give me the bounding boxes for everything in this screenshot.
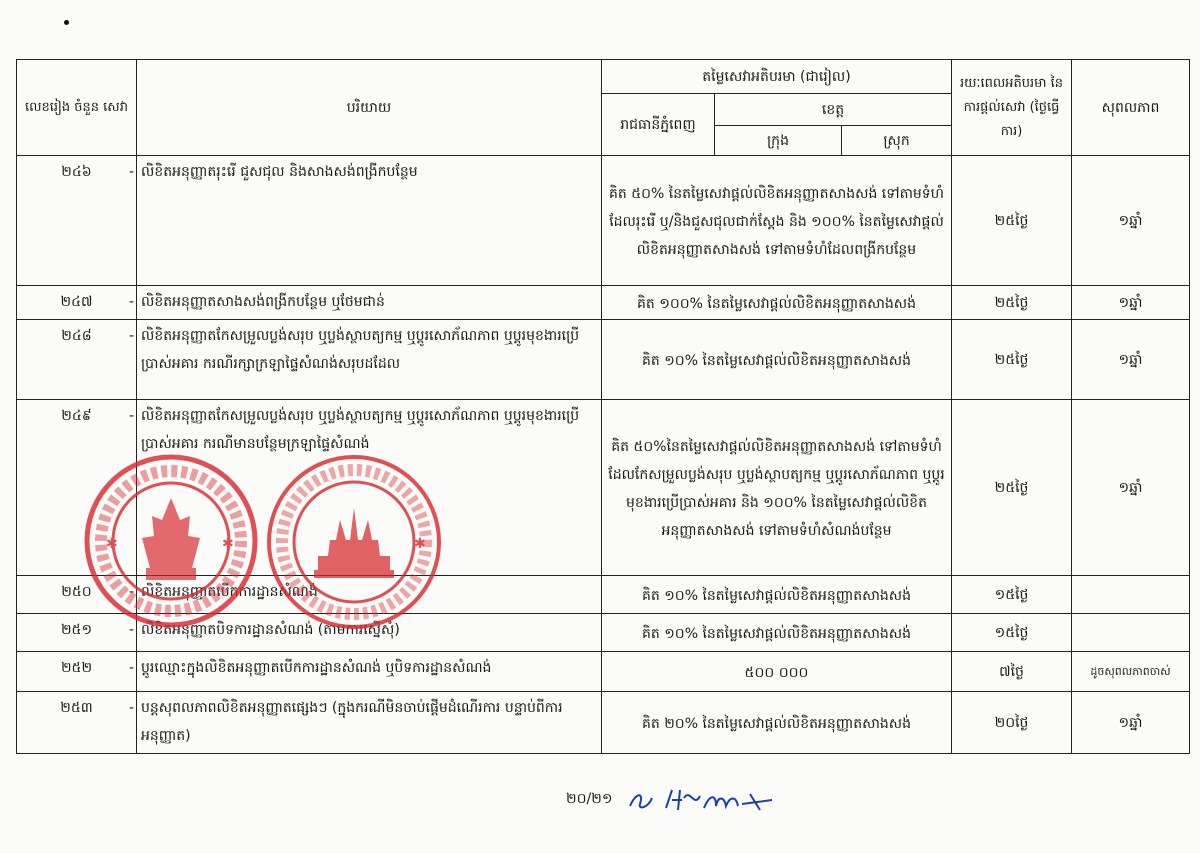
row-cost: គិត ២០% នៃតម្លៃសេវាផ្ដល់លិខិតអនុញ្ញាតសាងសង់ — [602, 692, 952, 754]
row-description-text: បន្តសុពលភាពលិខិតអនុញ្ញាតផ្សេងៗ (ក្នុងករណីមិនចាប់ផ្ដើមដំណើរការ បន្ទាប់ពីការអនុញ្ញាត) — [141, 700, 563, 744]
row-number: ២៥២ — [17, 652, 137, 692]
row-duration: ២៥ថ្ងៃ — [952, 320, 1072, 400]
header-district: ស្រុក — [842, 126, 952, 156]
row-duration: ២៥ថ្ងៃ — [952, 400, 1072, 576]
row-cost: គិត ១០% នៃតម្លៃសេវាផ្ដល់លិខិតអនុញ្ញាតសាងសង់ — [602, 320, 952, 400]
row-cost: គិត ៥០% នៃតម្លៃសេវាផ្ដល់លិខិតអនុញ្ញាតសាងសង់ ទៅតាមទំហំដែលរុះរើ ឬ/និងជួសជុលជាក់ស្ដែង និង ១០០% នៃតម្លៃសេវាផ្ដល់លិខិតអនុញ្ញាតសាងសង់ ទៅតាមទំហំដែលពង្រីកបន្ថែម — [602, 156, 952, 286]
row-dash: - — [129, 660, 135, 676]
red-seal-left — [82, 452, 260, 630]
row-description — [129, 156, 602, 286]
row-description-text: លិខិតអនុញ្ញាតកែសម្រួលប្លង់សរុប ឬប្លង់ស្ថាបត្យកម្ម ឬប្ដូរសោភ័ណភាព ឬប្ដូរមុខងារប្រើប្រាស់អគារ ករណីរក្សាក្រឡាផ្ទៃសំណង់សរុបដដែល — [141, 328, 580, 372]
row-description-text: លិខិតអនុញ្ញាតកែសម្រួលប្លង់សរុប ឬប្លង់ស្ថាបត្យកម្ម ឬប្ដូរសោភ័ណភាព ឬប្ដូរមុខងារប្រើប្រាស់អគារ ករណីមានបន្ថែមក្រឡាផ្ទៃសំណង់ — [141, 408, 580, 452]
row-dash: - — [129, 294, 135, 310]
row-description-text: លិខិតអនុញ្ញាតសាងសង់ពង្រីកបន្ថែម ឬថែមជាន់ — [141, 294, 385, 310]
row-duration: ២៥ថ្ងៃ — [952, 156, 1072, 286]
row-cost: គិត ៥០%នៃតម្លៃសេវាផ្ដល់លិខិតអនុញ្ញាតសាងសង់ ទៅតាមទំហំ ដែលកែសម្រួលប្លង់សរុប ឬប្លង់ស្ថាបត្យកម្ម ឬប្ដូរសោភ័ណភាព ឬប្ដូរមុខងារប្រើប្រាស់អគារ និង ១០០% នៃតម្លៃសេវាផ្ដល់លិខិតអនុញ្ញាតសាងសង់ ទៅតាមទំហំសំណង់បន្ថែម — [602, 400, 952, 576]
row-cost: គិត ១០០% នៃតម្លៃសេវាផ្ដល់លិខិតអនុញ្ញាតសាងសង់ — [602, 286, 952, 320]
row-description — [129, 652, 602, 692]
row-validity: ១ឆ្នាំ — [1072, 156, 1190, 286]
row-validity — [1072, 576, 1190, 614]
row-number: ២៤៧ — [17, 286, 137, 320]
row-number: ២៤៦ — [17, 156, 137, 286]
row-description-text: លិខិតអនុញ្ញាតបិទការដ្ឋានសំណង់ (តាមការស្នើសុំ) — [141, 622, 400, 638]
table-row — [17, 320, 1190, 400]
row-validity: ១ឆ្នាំ — [1072, 400, 1190, 576]
row-validity: ១ឆ្នាំ — [1072, 692, 1190, 754]
header-number: លេខរៀង ចំនួន សេវា — [17, 60, 137, 156]
table-row — [17, 156, 1190, 286]
row-number: ២៤៩ — [17, 400, 137, 576]
red-seal-right — [264, 452, 444, 632]
row-dash: - — [129, 408, 135, 424]
header-province: ខេត្ត — [715, 94, 952, 126]
row-cost: គិត ១០% នៃតម្លៃសេវាផ្ដល់លិខិតអនុញ្ញាតសាងសង់ — [602, 576, 952, 614]
row-dash: - — [129, 328, 135, 344]
row-duration: ១៥ថ្ងៃ — [952, 576, 1072, 614]
row-duration: ២០ថ្ងៃ — [952, 692, 1072, 754]
row-dash: - — [129, 164, 135, 180]
row-description — [129, 286, 602, 320]
header-duration: រយៈពេលអតិបរមា នៃការផ្ដល់សេវា (ថ្ងៃធ្វើការ) — [952, 60, 1072, 156]
row-description-text: លិខិតអនុញ្ញាតបើកការដ្ឋានសំណង់ — [141, 584, 318, 600]
row-number: ២៤៨ — [17, 320, 137, 400]
row-description-text: ប្ដូរឈ្មោះក្នុងលិខិតអនុញ្ញាតបើកការដ្ឋានសំណង់ ឬបិទការដ្ឋានសំណង់ — [141, 660, 492, 676]
row-cost: គិត ១០% នៃតម្លៃសេវាផ្ដល់លិខិតអនុញ្ញាតសាងសង់ — [602, 614, 952, 652]
header-price: តម្លៃសេវាអតិបរមា (ជារៀល) — [602, 60, 952, 94]
row-number: ២៥០ — [17, 576, 137, 614]
row-dash: - — [129, 584, 135, 600]
page-number: ២០/២១ — [566, 791, 613, 807]
table-row — [17, 286, 1190, 320]
blue-signature — [626, 786, 776, 816]
header-description: បរិយាយ — [137, 60, 602, 156]
header-validity: សុពលភាព — [1072, 60, 1190, 156]
row-description — [129, 692, 602, 754]
bullet-mark — [64, 20, 69, 25]
row-description — [129, 320, 602, 400]
row-number: ២៥៣ — [17, 692, 137, 754]
row-description-text: លិខិតអនុញ្ញាតរុះរើ ជួសជុល និងសាងសង់ពង្រីកបន្ថែម — [141, 164, 418, 180]
row-validity: ដូចសុពលភាពចាស់ — [1072, 652, 1190, 692]
row-validity: ១ឆ្នាំ — [1072, 320, 1190, 400]
header-phnom-penh: រាជធានីភ្នំពេញ — [602, 94, 715, 156]
header-city: ក្រុង — [715, 126, 842, 156]
row-validity — [1072, 614, 1190, 652]
row-validity: ១ឆ្នាំ — [1072, 286, 1190, 320]
svg-text:✱: ✱ — [222, 536, 234, 552]
table-row — [17, 692, 1190, 754]
row-dash: - — [129, 700, 135, 716]
svg-text:✱: ✱ — [106, 536, 118, 552]
svg-text:✱: ✱ — [414, 536, 426, 552]
service-fee-table — [16, 59, 1190, 754]
row-cost: ៥០០ ០០០ — [602, 652, 952, 692]
row-duration: ៧ថ្ងៃ — [952, 652, 1072, 692]
table-row — [17, 652, 1190, 692]
row-number: ២៥១ — [17, 614, 137, 652]
row-dash: - — [129, 622, 135, 638]
row-duration: ២៥ថ្ងៃ — [952, 286, 1072, 320]
row-duration: ១៥ថ្ងៃ — [952, 614, 1072, 652]
